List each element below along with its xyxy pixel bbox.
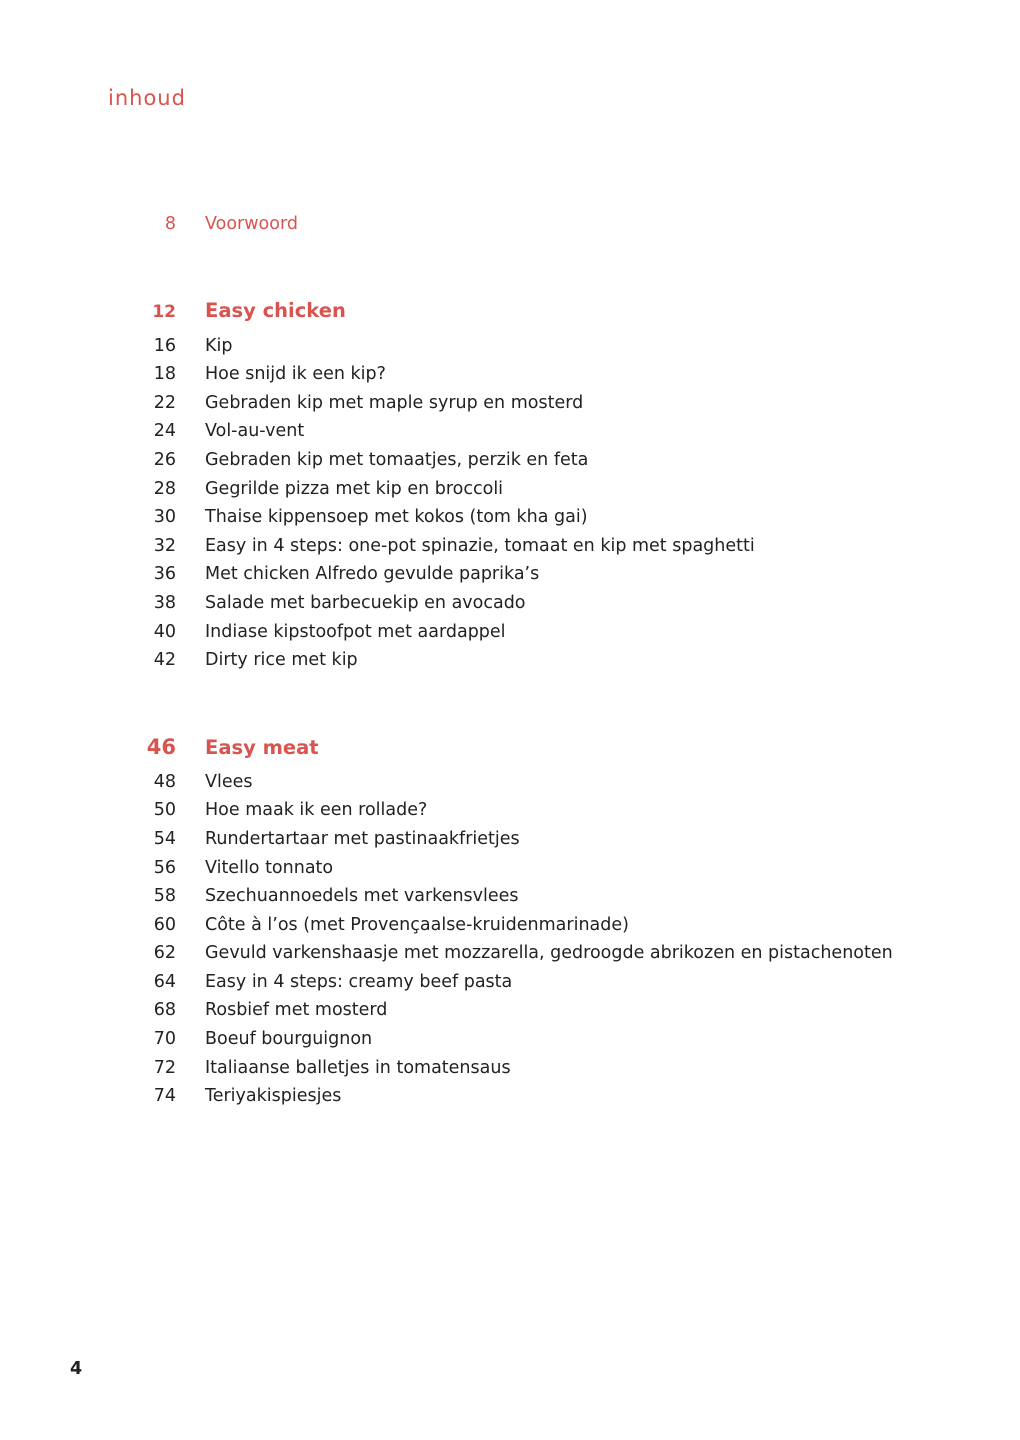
toc-entry xyxy=(130,1000,930,1029)
toc-entry-title: Easy in 4 steps: creamy beef pasta xyxy=(205,971,513,992)
toc-entry xyxy=(130,393,930,422)
toc-page-number: 54 xyxy=(153,828,176,849)
toc-entry xyxy=(130,943,930,972)
toc-entry xyxy=(130,336,930,365)
toc-entry xyxy=(130,915,930,944)
toc-entry xyxy=(130,421,930,450)
toc-page-number: 56 xyxy=(153,857,176,878)
toc-page-number: 26 xyxy=(153,449,176,470)
section-heading xyxy=(130,299,930,336)
toc-entry xyxy=(130,479,930,508)
toc-entry-title: Easy in 4 steps: one-pot spinazie, tomaat en kip met spaghetti xyxy=(205,535,755,556)
toc-entry xyxy=(130,972,930,1001)
toc-entry xyxy=(130,593,930,622)
toc-page-number: 16 xyxy=(153,335,176,356)
toc-page-number: 50 xyxy=(153,800,176,821)
toc-entry xyxy=(130,564,930,593)
toc-entry xyxy=(130,450,930,479)
section-title: Easy meat xyxy=(205,735,319,759)
toc-entry-title: Teriyakispiesjes xyxy=(205,1086,342,1107)
toc-page-number: 72 xyxy=(153,1057,176,1078)
toc-entry xyxy=(130,886,930,915)
toc-entry-title: Thaise kippensoep met kokos (tom kha gai) xyxy=(205,507,588,528)
toc-intro-entry xyxy=(130,214,930,243)
toc-page-number: 36 xyxy=(153,564,176,585)
toc-entry xyxy=(130,650,930,679)
toc-page-number: 64 xyxy=(153,971,176,992)
toc-entry xyxy=(130,858,930,887)
toc-entry-title: Hoe snijd ik een kip? xyxy=(205,364,386,385)
section-title: Easy chicken xyxy=(205,298,346,322)
toc-entry-title: Indiase kipstoofpot met aardappel xyxy=(205,621,506,642)
toc-entry-title: Côte à l’os (met Provençaalse-kruidenmarinade) xyxy=(205,914,629,935)
toc-page-number: 70 xyxy=(153,1029,176,1050)
toc-section-easy-meat xyxy=(130,735,930,1115)
toc-page-number: 24 xyxy=(153,421,176,442)
toc-entry-title: Dirty rice met kip xyxy=(205,650,358,671)
toc-page-number: 62 xyxy=(153,943,176,964)
toc-entry-title: Italiaanse balletjes in tomatensaus xyxy=(205,1057,511,1078)
page-number: 4 xyxy=(70,1359,83,1379)
toc-entry xyxy=(130,536,930,565)
toc-entry xyxy=(130,772,930,801)
section-heading xyxy=(130,735,930,772)
toc-entry-title: Rundertartaar met pastinaakfrietjes xyxy=(205,828,520,849)
toc-entry xyxy=(130,1058,930,1087)
toc-page-number: 38 xyxy=(153,592,176,613)
toc-page-number: 74 xyxy=(153,1086,176,1107)
toc-entry-title: Vitello tonnato xyxy=(205,857,334,878)
section-page-number: 12 xyxy=(152,301,176,322)
toc-page-number: 58 xyxy=(153,886,176,907)
toc-entry xyxy=(130,829,930,858)
toc-entry xyxy=(130,622,930,651)
toc-entry-title: Gevuld varkenshaasje met mozzarella, gedroogde abrikozen en pistachenoten xyxy=(205,943,893,964)
toc-entry-title: Vol-au-vent xyxy=(205,421,305,442)
toc-entry-title: Szechuannoedels met varkensvlees xyxy=(205,886,519,907)
toc-section-easy-chicken xyxy=(130,299,930,679)
section-page-number: 46 xyxy=(146,734,176,759)
toc-entry-title: Gebraden kip met maple syrup en mosterd xyxy=(205,392,584,413)
toc-page-number: 28 xyxy=(153,478,176,499)
toc-entry-title: Gebraden kip met tomaatjes, perzik en feta xyxy=(205,449,589,470)
toc-entry-title: Vlees xyxy=(205,771,253,792)
toc-page-number: 8 xyxy=(164,214,176,234)
toc-entry xyxy=(130,507,930,536)
toc-entry xyxy=(130,800,930,829)
toc-entry-title: Boeuf bourguignon xyxy=(205,1029,373,1050)
toc-entry-title: Salade met barbecuekip en avocado xyxy=(205,592,526,613)
toc-entry-title: Kip xyxy=(205,335,233,356)
toc-entry-title: Voorwoord xyxy=(205,214,298,234)
toc-entry-title: Gegrilde pizza met kip en broccoli xyxy=(205,478,504,499)
toc-page-number: 30 xyxy=(153,507,176,528)
toc-page-number: 18 xyxy=(153,364,176,385)
toc-page-number: 60 xyxy=(153,914,176,935)
toc-page-number: 40 xyxy=(153,621,176,642)
toc-entry-title: Hoe maak ik een rollade? xyxy=(205,800,428,821)
toc-page-number: 68 xyxy=(153,1000,176,1021)
toc-page-number: 22 xyxy=(153,392,176,413)
table-of-contents xyxy=(130,214,930,1115)
toc-entry xyxy=(130,1029,930,1058)
toc-entry-title: Met chicken Alfredo gevulde paprika’s xyxy=(205,564,540,585)
toc-page-number: 32 xyxy=(153,535,176,556)
toc-entry-title: Rosbief met mosterd xyxy=(205,1000,388,1021)
toc-page-number: 42 xyxy=(153,650,176,671)
toc-entry xyxy=(130,1086,930,1115)
toc-entry xyxy=(130,364,930,393)
page-title: inhoud xyxy=(108,86,186,110)
toc-page-number: 48 xyxy=(153,771,176,792)
